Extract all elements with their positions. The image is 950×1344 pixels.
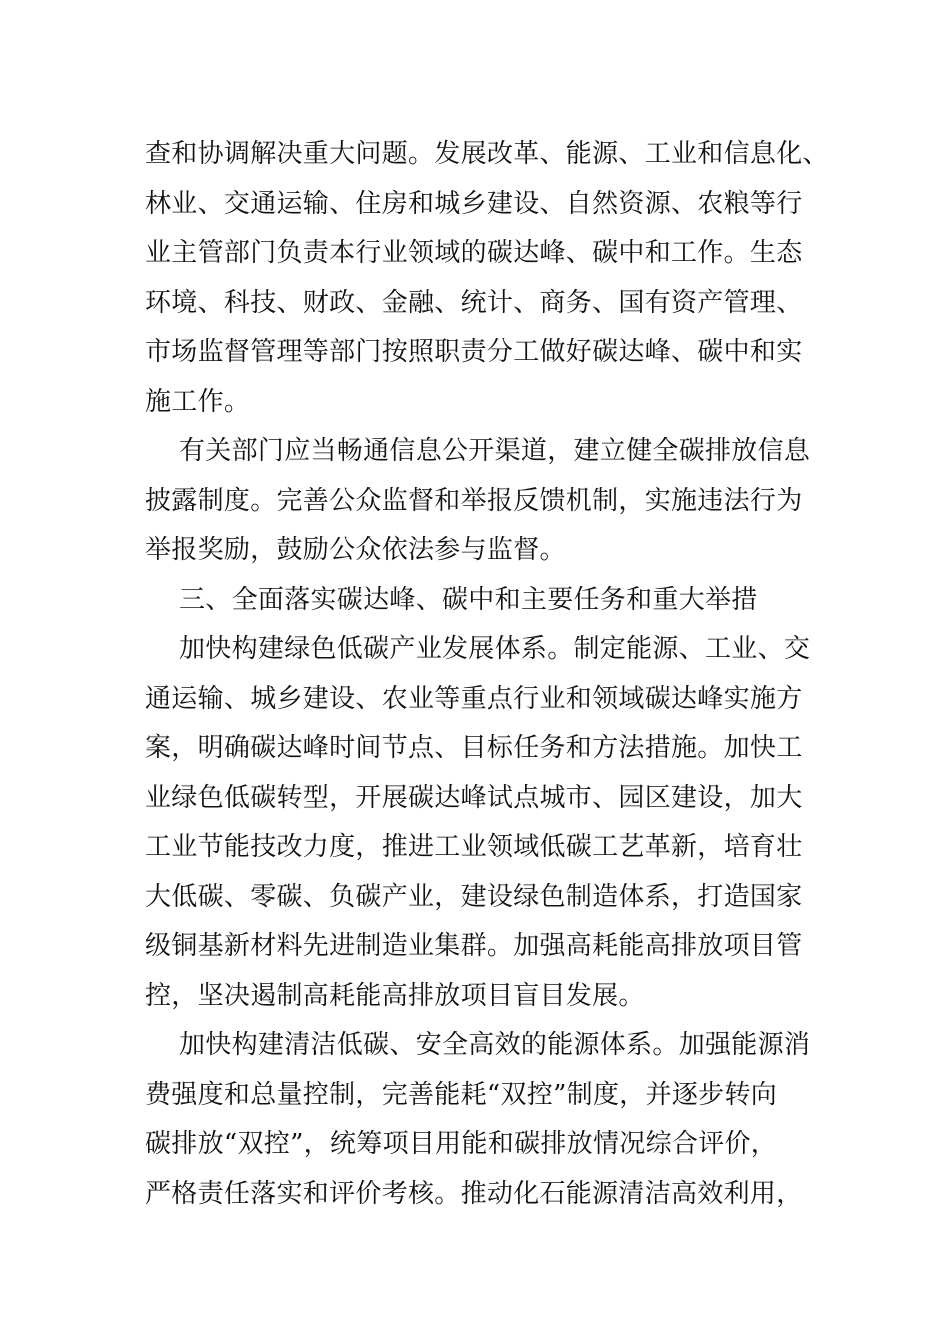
text-line: 大低碳、零碳、负碳产业，建设绿色制造体系，打造国家 <box>145 881 803 912</box>
text-line: 通运输、城乡建设、农业等重点行业和领域碳达峰实施方 <box>145 683 803 714</box>
text-line: 严格责任落实和评价考核。推动化石能源清洁高效利用， <box>145 1178 803 1209</box>
section-heading: 三、全面落实碳达峰、碳中和主要任务和重大举措 <box>179 584 758 615</box>
text-line: 市场监督管理等部门按照职责分工做好碳达峰、碳中和实 <box>145 337 803 367</box>
text-line: 施工作。 <box>145 386 251 417</box>
text-line: 控，坚决遏制高耗能高排放项目盲目发展。 <box>145 980 645 1011</box>
text-line: 加快构建绿色低碳产业发展体系。制定能源、工业、交 <box>179 634 811 664</box>
text-line: 举报奖励，鼓励公众依法参与监督。 <box>145 535 566 565</box>
text-line: 业绿色低碳转型，开展碳达峰试点城市、园区建设，加大 <box>145 782 803 813</box>
text-line: 案，明确碳达峰时间节点、目标任务和方法措施。加快工 <box>145 733 803 763</box>
text-line: 加快构建清洁低碳、安全高效的能源体系。加强能源消 <box>179 1030 811 1060</box>
text-line: 碳排放“双控”，统筹项目用能和碳排放情况综合评价， <box>145 1129 778 1159</box>
document-body <box>145 130 829 1219</box>
text-line: 林业、交通运输、住房和城乡建设、自然资源、农粮等行 <box>145 188 803 219</box>
text-line: 环境、科技、财政、金融、统计、商务、国有资产管理、 <box>145 287 803 318</box>
text-line: 费强度和总量控制，完善能耗“双控”制度，并逐步转向 <box>145 1079 778 1110</box>
text-line: 披露制度。完善公众监督和举报反馈机制，实施违法行为 <box>145 485 803 516</box>
text-line: 工业节能技改力度，推进工业领域低碳工艺革新，培育壮 <box>145 832 803 862</box>
text-line: 级铜基新材料先进制造业集群。加强高耗能高排放项目管 <box>145 931 803 961</box>
text-line: 查和协调解决重大问题。发展改革、能源、工业和信息化、 <box>145 139 829 169</box>
text-line: 业主管部门负责本行业领域的碳达峰、碳中和工作。生态 <box>145 238 803 268</box>
text-line: 有关部门应当畅通信息公开渠道，建立健全碳排放信息 <box>179 436 811 466</box>
